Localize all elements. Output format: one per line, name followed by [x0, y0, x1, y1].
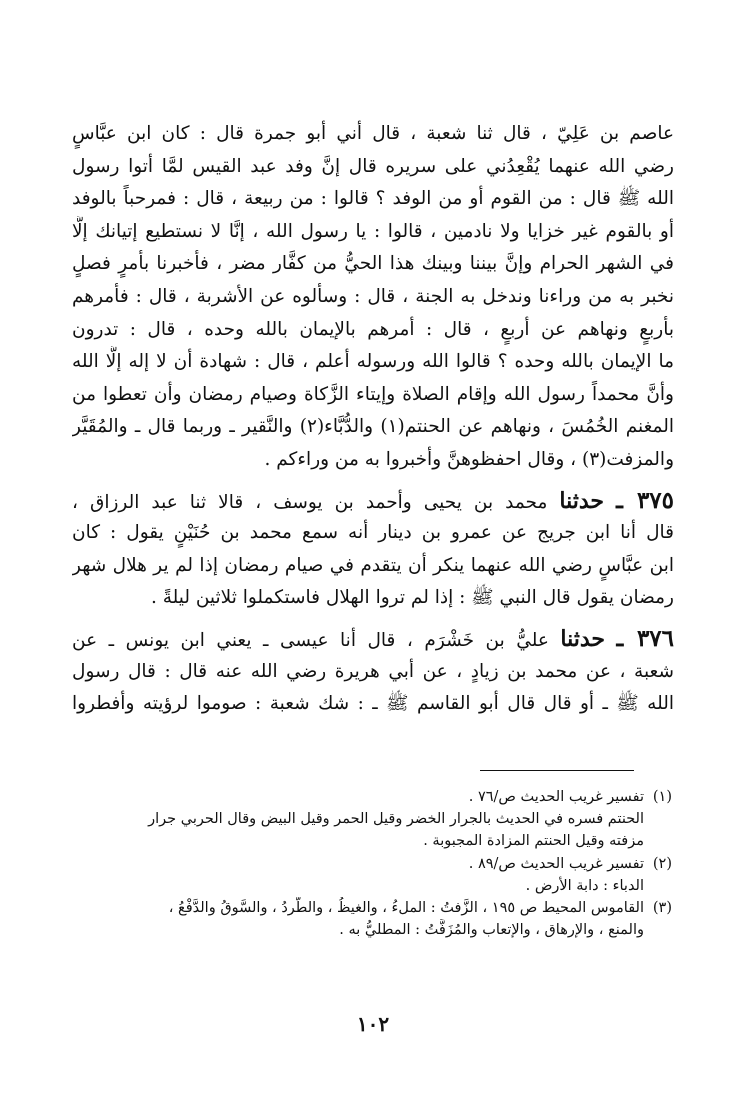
footnote-line — [72, 853, 672, 875]
footnote-text: تفسير غريب الحديث ص/٧٦ . — [468, 789, 644, 805]
footnote-text: تفسير غريب الحديث ص/٨٩ . — [468, 855, 644, 872]
text-line: أو بالقوم غير خزايا ولا نادمين ، قالوا : يا رسول الله ، إنَّا لا نستطيع إتيانك إلَّا — [72, 220, 674, 242]
footnote-line — [72, 830, 672, 852]
footnote-line — [72, 875, 672, 897]
hadith-first-line — [72, 485, 674, 518]
text-line: بأربعٍ ونهاهم عن أربعٍ ، قال : أمرهم بالإيمان بالله وحده ، قال : تدرون — [72, 318, 674, 340]
text-line: في الشهر الحرام وإنَّ بيننا وبينك هذا الحيُّ من كفَّار مضر ، فأخبرنا بأمرٍ فصلٍ — [72, 253, 674, 275]
main-text — [72, 118, 674, 721]
footnote-text: الحنتم فسره في الحديث بالجرار الخضر وقيل الحمر وقيل البيض وقال الحربي جرار — [148, 811, 644, 828]
hadith-number: ٣٧٦ ـ — [616, 624, 674, 652]
footnote-line — [72, 808, 672, 830]
footnote-text: الدباء : دابة الأرض . — [525, 877, 644, 894]
hadith-first-line — [72, 623, 674, 656]
hadith-376 — [72, 623, 674, 721]
footnote-text: مزفته وقيل الحنتم المزادة المجبوبة . — [423, 833, 644, 850]
text-line: رضي الله عنهما يُقْعِدُني على سريره قال إنَّ وفد عبد القيس لمَّا أتوا رسول — [72, 155, 674, 177]
footnotes — [72, 786, 672, 941]
footnote-number: (١) — [652, 789, 672, 805]
footnote-text: والمنع ، والإرهاق ، والإتعاب والمُزَفَّتُ : المطليُّ به . — [339, 922, 644, 939]
hadith-heading-word: حدثنا — [560, 625, 606, 652]
page-number: ١٠٢ — [356, 1012, 390, 1036]
hadith-number: ٣٧٥ ـ — [616, 486, 674, 514]
footnote-text: القاموس المحيط ص ١٩٥ ، الزَّفتُ : الملءُ ، والغيظُ ، والطَّردُ ، والسَّوقُ والدَّفْعُ ، — [168, 899, 644, 916]
hadith-375 — [72, 485, 674, 615]
text-line: ما الإيمان بالله وحده ؟ قالوا الله ورسوله أعلم ، قال : شهادة أن لا إله إلَّا الله — [72, 351, 674, 373]
text-line: الله ﷺ ـ أو قال قال أبو القاسم ﷺ ـ : شك شعبة : صوموا لرؤيته وأفطروا — [72, 693, 674, 715]
text-line: وأنَّ محمداً رسول الله وإقام الصلاة وإيتاء الزَّكاة وصيام رمضان وأن تعطوا من — [72, 383, 674, 405]
text-line: المغنم الخُمُسَ ، ونهاهم عن الحنتم(١) والدُّبَّاء(٢) والنَّقير ـ وربما قال ـ والمُقَيَّر — [72, 416, 674, 438]
footnote-line — [72, 786, 672, 808]
text-line: ابن عبَّاسٍ رضي الله عنهما ينكر أن يتقدم في صيام رمضان إذا لم ير هلال شهر — [72, 554, 674, 576]
text-line: قال أنا ابن جريج عن عمرو بن دينار أنه سمع محمد بن حُنَيْنٍ يقول : كان — [72, 522, 674, 544]
footnote-line — [72, 919, 672, 941]
text-line: عاصم بن عَلِيّ ، قال ثنا شعبة ، قال أني أبو جمرة قال : كان ابن عبَّاسٍ — [72, 123, 674, 144]
text-line: نخبر به من وراءنا وندخل به الجنة ، قال : وسألوه عن الأشربة ، قال : فأمرهم — [72, 285, 674, 307]
footnote-number: (٣) — [652, 899, 672, 916]
footnote-number: (٢) — [652, 855, 672, 872]
footnote-line — [72, 897, 672, 919]
hadith-first-text: عليُّ بن خَشْرَم ، قال أنا عيسى ـ يعني ابن يونس ـ عن — [72, 629, 549, 651]
hadith-first-text: محمد بن يحيى وأحمد بن يوسف ، قالا ثنا عبد الرزاق ، — [72, 491, 548, 513]
hadith-heading-word: حدثنا — [559, 487, 605, 514]
footnote-separator — [480, 770, 634, 771]
text-line: رمضان يقول قال النبي ﷺ : إذا لم تروا الهلال فاستكملوا ثلاثين ليلةً . — [150, 587, 674, 609]
text-line: الله ﷺ قال : من القوم أو من الوفد ؟ قالوا : من ربيعة ، قال : فمرحباً بالوفد — [72, 188, 674, 210]
text-line: والمزفت(٣) ، وقال احفظوهنَّ وأخبروا به من وراءكم . — [264, 448, 674, 470]
text-line: شعبة ، عن محمد بن زيادٍ ، عن أبي هريرة رضي الله عنه قال : قال رسول — [72, 660, 674, 682]
body-paragraph — [72, 118, 674, 477]
